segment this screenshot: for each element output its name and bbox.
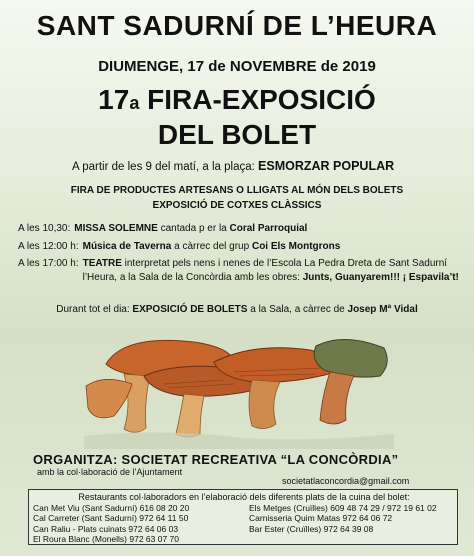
schedule-detail: cantada p er la — [157, 223, 230, 234]
breakfast-highlight: ESMORZAR POPULAR — [258, 159, 395, 173]
organizer-email[interactable]: societatlaconcordia@gmail.com — [282, 476, 410, 486]
all-day-detail: a la Sala, a càrrec de — [247, 304, 348, 315]
fair-title — [0, 84, 474, 151]
schedule-detail: interpretat pels nens i nenes de l’Escola La Pedra Dreta de Sant Sadurní l’Heura, a la Sala de la Concòrdia amb les obres: — [82, 258, 448, 283]
schedule-performer: Coi Els Montgrons — [251, 240, 341, 252]
organizer-collab: amb la col·laboració de l’Ajuntament — [37, 467, 183, 477]
restaurant-item: Can Met Viu (Sant Sadurní) 616 08 20 20 — [33, 503, 190, 513]
restaurant-item: Els Metges (Cruïlles) 609 48 74 29 / 972 19 61 02 — [249, 503, 437, 513]
restaurant-item: Carnisseria Quim Matas 972 64 06 72 — [249, 513, 393, 524]
schedule-row — [18, 240, 463, 254]
edition-suffix: a — [129, 93, 140, 113]
restaurant-item: Cal Carreter (Sant Sadurní) 972 64 11 50 — [33, 513, 189, 524]
event-date: DIUMENGE, 17 de NOVEMBRE de 2019 — [98, 58, 376, 75]
schedule-time: A les 10,30: — [18, 223, 71, 234]
mushrooms-illustration — [84, 324, 394, 449]
restaurants-left — [33, 503, 189, 544]
all-day-line — [0, 304, 474, 315]
schedule-row — [18, 257, 463, 284]
breakfast-line — [72, 159, 394, 173]
fair-activities — [0, 183, 474, 213]
town-title: SANT SADURNÍ DE L’HEURA — [36, 10, 438, 41]
schedule-time: A les 12:00 h: — [18, 240, 79, 252]
schedule-desc — [74, 222, 463, 236]
breakfast-text: A partir de les 9 del matí, a la plaça: — [72, 161, 259, 173]
schedule-detail: a càrrec del grup — [171, 240, 252, 252]
fair-line-1: FIRA DE PRODUCTES ARTESANS O LLIGATS AL MÓN DELS BOLETS — [70, 185, 404, 196]
schedule-event: MISSA SOLEMNE — [74, 223, 158, 234]
title-line-1: FIRA-EXPOSICIÓ — [139, 84, 376, 115]
schedule-event: Música de Taverna — [82, 240, 172, 252]
restaurants-box — [28, 489, 458, 545]
restaurant-item: Can Raliu - Plats cuinats 972 64 06 03 — [33, 523, 179, 534]
restaurant-item: El Roura Blanc (Monells) 972 63 07 70 — [33, 533, 179, 544]
schedule-desc — [83, 257, 463, 284]
schedule — [18, 222, 463, 288]
schedule-event: TEATRE — [82, 258, 122, 269]
schedule-row — [18, 222, 463, 236]
edition-number: 17 — [98, 84, 130, 115]
restaurants-right — [249, 503, 437, 534]
schedule-desc — [83, 240, 463, 254]
schedule-performer: Coral Parroquial — [229, 223, 308, 234]
all-day-event: EXPOSICIÓ DE BOLETS — [132, 304, 248, 315]
schedule-performer: Junts, Guanyarem!!! ¡ Espavila’t! — [302, 271, 459, 283]
title-line-2: DEL BOLET — [157, 119, 317, 150]
organizer-label: ORGANITZA: SOCIETAT RECREATIVA “LA CONCÒRDIA” — [33, 452, 399, 467]
fair-line-2: EXPOSICIÓ DE COTXES CLÀSSICS — [152, 200, 322, 211]
all-day-person: Josep Mª Vidal — [347, 304, 418, 315]
all-day-label: Durant tot el dia: — [56, 304, 133, 315]
restaurants-title: Restaurants col·laboradors en l’elaboració dels diferents plats de la cuina del bolet: — [78, 492, 410, 502]
restaurant-item: Bar Ester (Cruïlles) 972 64 39 08 — [249, 523, 374, 534]
schedule-time: A les 17:00 h: — [18, 258, 79, 269]
